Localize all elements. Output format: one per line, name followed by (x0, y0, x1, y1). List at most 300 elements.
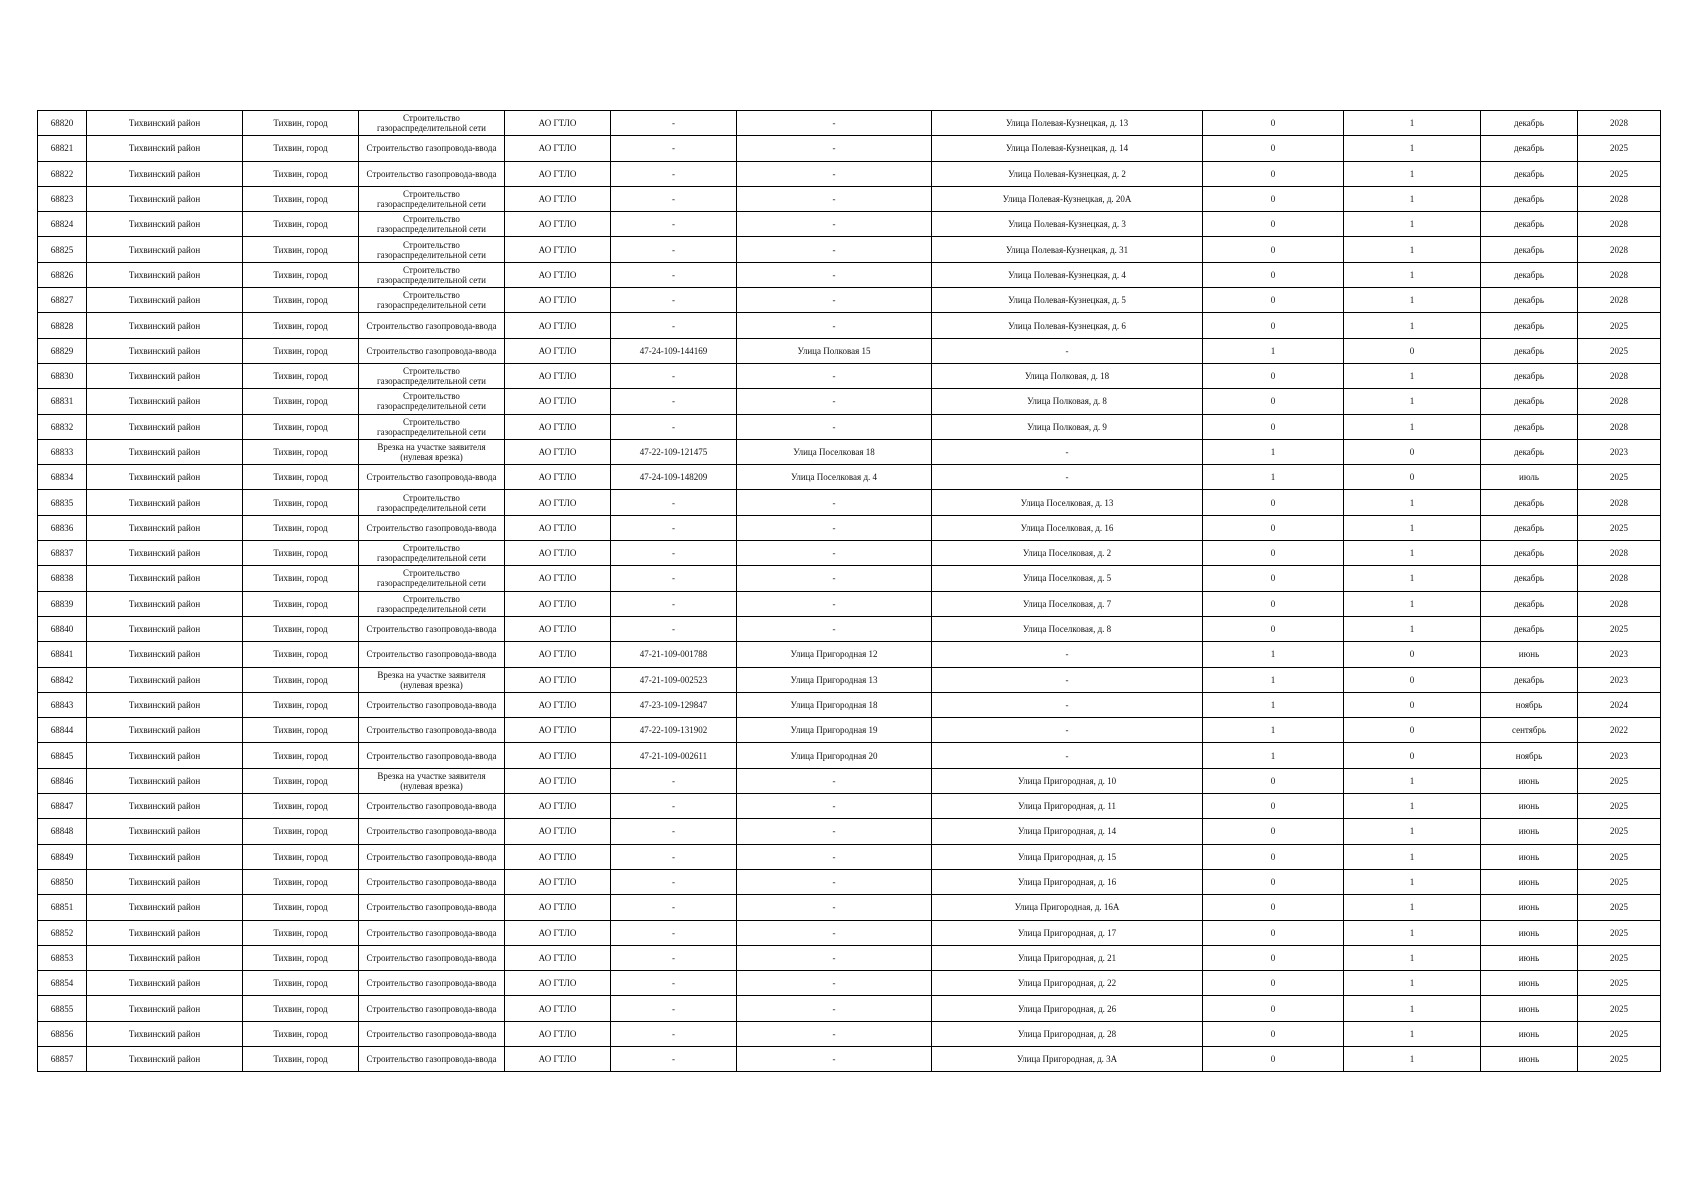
table-row (38, 996, 1661, 1021)
cell-month: июнь (1481, 1021, 1578, 1046)
table-row (38, 136, 1661, 161)
cell-district: Тихвинский район (87, 895, 243, 920)
cell-work-type: Строительство газопровода-ввода (359, 895, 505, 920)
cell-object-address: Улица Пригородная, д. 10 (932, 768, 1203, 793)
cell-organization: АО ГТЛО (505, 768, 611, 793)
cell-application-number: - (611, 819, 737, 844)
cell-month: июнь (1481, 1046, 1578, 1071)
cell-count-b: 1 (1344, 1021, 1481, 1046)
cell-settlement: Тихвин, город (243, 414, 359, 439)
cell-settlement: Тихвин, город (243, 541, 359, 566)
cell-year: 2025 (1578, 996, 1661, 1021)
cell-applicant-address: - (737, 591, 932, 616)
cell-year: 2025 (1578, 313, 1661, 338)
cell-year: 2025 (1578, 1021, 1661, 1046)
table-row (38, 237, 1661, 262)
cell-count-b: 1 (1344, 237, 1481, 262)
cell-count-b: 0 (1344, 692, 1481, 717)
cell-month: декабрь (1481, 111, 1578, 136)
cell-object-address: - (932, 642, 1203, 667)
cell-record-number: 68820 (38, 111, 87, 136)
cell-month: декабрь (1481, 389, 1578, 414)
cell-count-b: 1 (1344, 920, 1481, 945)
cell-applicant-address: - (737, 1021, 932, 1046)
table-row (38, 794, 1661, 819)
cell-count-a: 1 (1203, 465, 1344, 490)
cell-district: Тихвинский район (87, 439, 243, 464)
table-row (38, 718, 1661, 743)
cell-work-type: Строительство газораспределительной сети (359, 186, 505, 211)
cell-record-number: 68841 (38, 642, 87, 667)
cell-month: декабрь (1481, 515, 1578, 540)
cell-object-address: Улица Поселковая, д. 5 (932, 566, 1203, 591)
cell-object-address: - (932, 465, 1203, 490)
cell-application-number: - (611, 288, 737, 313)
cell-month: декабрь (1481, 363, 1578, 388)
cell-count-b: 1 (1344, 262, 1481, 287)
cell-object-address: Улица Поселковая, д. 16 (932, 515, 1203, 540)
cell-organization: АО ГТЛО (505, 389, 611, 414)
cell-count-b: 1 (1344, 186, 1481, 211)
cell-settlement: Тихвин, город (243, 768, 359, 793)
cell-district: Тихвинский район (87, 718, 243, 743)
cell-count-a: 0 (1203, 1046, 1344, 1071)
cell-year: 2025 (1578, 895, 1661, 920)
cell-application-number: - (611, 869, 737, 894)
cell-object-address: Улица Поселковая, д. 8 (932, 616, 1203, 641)
table-row (38, 541, 1661, 566)
cell-work-type: Строительство газораспределительной сети (359, 111, 505, 136)
cell-district: Тихвинский район (87, 945, 243, 970)
cell-month: декабрь (1481, 591, 1578, 616)
cell-application-number: 47-23-109-129847 (611, 692, 737, 717)
cell-object-address: Улица Полевая-Кузнецкая, д. 2 (932, 161, 1203, 186)
cell-organization: АО ГТЛО (505, 541, 611, 566)
cell-count-b: 1 (1344, 996, 1481, 1021)
cell-organization: АО ГТЛО (505, 136, 611, 161)
cell-work-type: Врезка на участке заявителя (нулевая врезка) (359, 439, 505, 464)
cell-year: 2025 (1578, 515, 1661, 540)
cell-record-number: 68835 (38, 490, 87, 515)
cell-count-b: 1 (1344, 616, 1481, 641)
cell-organization: АО ГТЛО (505, 465, 611, 490)
cell-settlement: Тихвин, город (243, 642, 359, 667)
table-row (38, 465, 1661, 490)
cell-application-number: - (611, 971, 737, 996)
table-row (38, 566, 1661, 591)
cell-organization: АО ГТЛО (505, 794, 611, 819)
cell-district: Тихвинский район (87, 313, 243, 338)
table-row (38, 414, 1661, 439)
cell-object-address: Улица Полевая-Кузнецкая, д. 14 (932, 136, 1203, 161)
cell-count-a: 1 (1203, 642, 1344, 667)
cell-application-number: - (611, 136, 737, 161)
cell-count-a: 0 (1203, 819, 1344, 844)
cell-count-b: 1 (1344, 313, 1481, 338)
cell-organization: АО ГТЛО (505, 971, 611, 996)
cell-organization: АО ГТЛО (505, 642, 611, 667)
cell-applicant-address: - (737, 895, 932, 920)
cell-applicant-address: - (737, 566, 932, 591)
cell-month: июнь (1481, 945, 1578, 970)
cell-settlement: Тихвин, город (243, 566, 359, 591)
cell-year: 2025 (1578, 136, 1661, 161)
cell-applicant-address: - (737, 262, 932, 287)
cell-record-number: 68843 (38, 692, 87, 717)
table-row (38, 768, 1661, 793)
cell-count-a: 0 (1203, 186, 1344, 211)
cell-settlement: Тихвин, город (243, 1021, 359, 1046)
cell-month: декабрь (1481, 161, 1578, 186)
cell-application-number: - (611, 212, 737, 237)
cell-application-number: - (611, 616, 737, 641)
cell-district: Тихвинский район (87, 161, 243, 186)
cell-object-address: Улица Полковая, д. 18 (932, 363, 1203, 388)
cell-settlement: Тихвин, город (243, 465, 359, 490)
cell-organization: АО ГТЛО (505, 1021, 611, 1046)
cell-application-number: - (611, 490, 737, 515)
cell-application-number: - (611, 541, 737, 566)
table-row (38, 313, 1661, 338)
table-row (38, 692, 1661, 717)
cell-work-type: Строительство газопровода-ввода (359, 794, 505, 819)
cell-count-a: 0 (1203, 591, 1344, 616)
cell-count-a: 0 (1203, 111, 1344, 136)
cell-work-type: Строительство газопровода-ввода (359, 844, 505, 869)
cell-object-address: Улица Полковая, д. 8 (932, 389, 1203, 414)
cell-year: 2025 (1578, 945, 1661, 970)
cell-count-b: 1 (1344, 869, 1481, 894)
cell-organization: АО ГТЛО (505, 288, 611, 313)
cell-year: 2023 (1578, 642, 1661, 667)
cell-count-a: 0 (1203, 490, 1344, 515)
cell-district: Тихвинский район (87, 692, 243, 717)
cell-object-address: Улица Поселковая, д. 7 (932, 591, 1203, 616)
cell-district: Тихвинский район (87, 616, 243, 641)
cell-applicant-address: - (737, 971, 932, 996)
table-row (38, 971, 1661, 996)
cell-application-number: - (611, 111, 737, 136)
cell-settlement: Тихвин, город (243, 161, 359, 186)
table-row (38, 288, 1661, 313)
cell-settlement: Тихвин, город (243, 111, 359, 136)
cell-object-address: - (932, 667, 1203, 692)
cell-settlement: Тихвин, город (243, 743, 359, 768)
cell-count-b: 0 (1344, 642, 1481, 667)
cell-district: Тихвинский район (87, 490, 243, 515)
cell-organization: АО ГТЛО (505, 819, 611, 844)
cell-count-a: 1 (1203, 439, 1344, 464)
cell-district: Тихвинский район (87, 566, 243, 591)
cell-application-number: 47-22-109-131902 (611, 718, 737, 743)
cell-object-address: Улица Пригородная, д. 3А (932, 1046, 1203, 1071)
cell-work-type: Строительство газопровода-ввода (359, 869, 505, 894)
cell-count-a: 0 (1203, 794, 1344, 819)
cell-year: 2025 (1578, 920, 1661, 945)
cell-applicant-address: Улица Пригородная 18 (737, 692, 932, 717)
cell-organization: АО ГТЛО (505, 313, 611, 338)
cell-record-number: 68844 (38, 718, 87, 743)
cell-district: Тихвинский район (87, 996, 243, 1021)
cell-work-type: Строительство газопровода-ввода (359, 1046, 505, 1071)
table-row (38, 743, 1661, 768)
cell-month: июнь (1481, 844, 1578, 869)
cell-object-address: Улица Полевая-Кузнецкая, д. 5 (932, 288, 1203, 313)
cell-year: 2028 (1578, 111, 1661, 136)
cell-applicant-address: - (737, 515, 932, 540)
cell-organization: АО ГТЛО (505, 895, 611, 920)
cell-object-address: Улица Пригородная, д. 16А (932, 895, 1203, 920)
cell-count-b: 1 (1344, 414, 1481, 439)
cell-count-a: 0 (1203, 288, 1344, 313)
cell-count-b: 1 (1344, 1046, 1481, 1071)
cell-application-number: - (611, 920, 737, 945)
cell-applicant-address: - (737, 186, 932, 211)
cell-organization: АО ГТЛО (505, 591, 611, 616)
cell-district: Тихвинский район (87, 363, 243, 388)
cell-object-address: Улица Пригородная, д. 22 (932, 971, 1203, 996)
cell-district: Тихвинский район (87, 541, 243, 566)
cell-object-address: - (932, 338, 1203, 363)
cell-organization: АО ГТЛО (505, 945, 611, 970)
cell-district: Тихвинский район (87, 920, 243, 945)
cell-object-address: - (932, 692, 1203, 717)
cell-settlement: Тихвин, город (243, 186, 359, 211)
table-row (38, 363, 1661, 388)
cell-work-type: Строительство газораспределительной сети (359, 237, 505, 262)
cell-object-address: Улица Поселковая, д. 2 (932, 541, 1203, 566)
cell-application-number: - (611, 262, 737, 287)
cell-work-type: Строительство газораспределительной сети (359, 288, 505, 313)
cell-record-number: 68825 (38, 237, 87, 262)
cell-record-number: 68853 (38, 945, 87, 970)
cell-district: Тихвинский район (87, 186, 243, 211)
cell-applicant-address: - (737, 541, 932, 566)
cell-organization: АО ГТЛО (505, 262, 611, 287)
cell-count-a: 0 (1203, 161, 1344, 186)
table-row (38, 819, 1661, 844)
cell-record-number: 68838 (38, 566, 87, 591)
cell-settlement: Тихвин, город (243, 338, 359, 363)
cell-record-number: 68831 (38, 389, 87, 414)
cell-object-address: - (932, 718, 1203, 743)
cell-object-address: Улица Полевая-Кузнецкая, д. 20А (932, 186, 1203, 211)
cell-applicant-address: Улица Пригородная 20 (737, 743, 932, 768)
cell-application-number: - (611, 591, 737, 616)
cell-work-type: Строительство газопровода-ввода (359, 515, 505, 540)
cell-count-a: 0 (1203, 895, 1344, 920)
cell-record-number: 68847 (38, 794, 87, 819)
cell-count-b: 1 (1344, 819, 1481, 844)
cell-object-address: Улица Пригородная, д. 26 (932, 996, 1203, 1021)
cell-record-number: 68821 (38, 136, 87, 161)
cell-month: декабрь (1481, 136, 1578, 161)
cell-work-type: Строительство газопровода-ввода (359, 996, 505, 1021)
cell-count-b: 1 (1344, 389, 1481, 414)
cell-organization: АО ГТЛО (505, 161, 611, 186)
cell-applicant-address: - (737, 212, 932, 237)
cell-organization: АО ГТЛО (505, 844, 611, 869)
cell-object-address: Улица Пригородная, д. 11 (932, 794, 1203, 819)
cell-organization: АО ГТЛО (505, 111, 611, 136)
cell-count-b: 1 (1344, 111, 1481, 136)
table-row (38, 895, 1661, 920)
cell-count-b: 1 (1344, 490, 1481, 515)
cell-work-type: Врезка на участке заявителя (нулевая врезка) (359, 667, 505, 692)
cell-application-number: - (611, 363, 737, 388)
cell-settlement: Тихвин, город (243, 288, 359, 313)
cell-district: Тихвинский район (87, 262, 243, 287)
cell-object-address: Улица Полевая-Кузнецкая, д. 3 (932, 212, 1203, 237)
cell-organization: АО ГТЛО (505, 566, 611, 591)
table-row (38, 920, 1661, 945)
cell-application-number: - (611, 566, 737, 591)
table-row (38, 667, 1661, 692)
cell-month: декабрь (1481, 338, 1578, 363)
cell-organization: АО ГТЛО (505, 186, 611, 211)
cell-count-a: 0 (1203, 869, 1344, 894)
cell-district: Тихвинский район (87, 237, 243, 262)
cell-applicant-address: - (737, 819, 932, 844)
cell-settlement: Тихвин, город (243, 136, 359, 161)
cell-work-type: Строительство газопровода-ввода (359, 616, 505, 641)
cell-count-b: 0 (1344, 667, 1481, 692)
cell-settlement: Тихвин, город (243, 616, 359, 641)
cell-application-number: 47-24-109-144169 (611, 338, 737, 363)
cell-year: 2025 (1578, 819, 1661, 844)
cell-month: декабрь (1481, 288, 1578, 313)
cell-applicant-address: - (737, 161, 932, 186)
cell-record-number: 68857 (38, 1046, 87, 1071)
cell-year: 2024 (1578, 692, 1661, 717)
cell-work-type: Строительство газопровода-ввода (359, 642, 505, 667)
cell-year: 2025 (1578, 768, 1661, 793)
cell-applicant-address: - (737, 1046, 932, 1071)
cell-month: июнь (1481, 794, 1578, 819)
cell-year: 2025 (1578, 338, 1661, 363)
cell-count-b: 0 (1344, 743, 1481, 768)
table-row (38, 945, 1661, 970)
cell-applicant-address: - (737, 794, 932, 819)
table-row (38, 262, 1661, 287)
cell-settlement: Тихвин, город (243, 718, 359, 743)
cell-count-b: 1 (1344, 844, 1481, 869)
cell-application-number: - (611, 186, 737, 211)
table-row (38, 642, 1661, 667)
cell-settlement: Тихвин, город (243, 591, 359, 616)
cell-record-number: 68846 (38, 768, 87, 793)
cell-count-a: 0 (1203, 414, 1344, 439)
cell-count-b: 1 (1344, 768, 1481, 793)
cell-work-type: Строительство газораспределительной сети (359, 389, 505, 414)
cell-record-number: 68824 (38, 212, 87, 237)
cell-district: Тихвинский район (87, 794, 243, 819)
cell-year: 2028 (1578, 389, 1661, 414)
cell-count-a: 0 (1203, 313, 1344, 338)
cell-applicant-address: - (737, 313, 932, 338)
cell-settlement: Тихвин, город (243, 819, 359, 844)
cell-application-number: 47-22-109-121475 (611, 439, 737, 464)
table-row (38, 515, 1661, 540)
cell-application-number: - (611, 945, 737, 970)
cell-applicant-address: - (737, 414, 932, 439)
cell-work-type: Строительство газопровода-ввода (359, 1021, 505, 1046)
cell-count-a: 0 (1203, 515, 1344, 540)
cell-month: июнь (1481, 920, 1578, 945)
cell-application-number: - (611, 414, 737, 439)
cell-district: Тихвинский район (87, 1046, 243, 1071)
cell-settlement: Тихвин, город (243, 692, 359, 717)
cell-year: 2025 (1578, 794, 1661, 819)
cell-district: Тихвинский район (87, 288, 243, 313)
cell-work-type: Строительство газопровода-ввода (359, 338, 505, 363)
cell-record-number: 68837 (38, 541, 87, 566)
cell-record-number: 68830 (38, 363, 87, 388)
cell-settlement: Тихвин, город (243, 439, 359, 464)
cell-count-b: 1 (1344, 895, 1481, 920)
cell-organization: АО ГТЛО (505, 515, 611, 540)
cell-year: 2025 (1578, 1046, 1661, 1071)
cell-organization: АО ГТЛО (505, 692, 611, 717)
cell-record-number: 68827 (38, 288, 87, 313)
cell-work-type: Строительство газопровода-ввода (359, 718, 505, 743)
cell-applicant-address: - (737, 389, 932, 414)
cell-applicant-address: - (737, 945, 932, 970)
cell-district: Тихвинский район (87, 819, 243, 844)
cell-record-number: 68850 (38, 869, 87, 894)
cell-district: Тихвинский район (87, 389, 243, 414)
cell-settlement: Тихвин, город (243, 667, 359, 692)
cell-count-a: 0 (1203, 971, 1344, 996)
cell-year: 2023 (1578, 743, 1661, 768)
cell-month: декабрь (1481, 262, 1578, 287)
table-body (38, 111, 1661, 1072)
cell-work-type: Строительство газораспределительной сети (359, 591, 505, 616)
cell-work-type: Строительство газораспределительной сети (359, 363, 505, 388)
cell-count-b: 1 (1344, 136, 1481, 161)
table-row (38, 186, 1661, 211)
cell-organization: АО ГТЛО (505, 237, 611, 262)
cell-applicant-address: Улица Полковая 15 (737, 338, 932, 363)
cell-year: 2028 (1578, 566, 1661, 591)
table-row (38, 591, 1661, 616)
cell-record-number: 68845 (38, 743, 87, 768)
cell-settlement: Тихвин, город (243, 490, 359, 515)
cell-object-address: Улица Пригородная, д. 15 (932, 844, 1203, 869)
cell-object-address: Улица Полковая, д. 9 (932, 414, 1203, 439)
cell-count-a: 1 (1203, 692, 1344, 717)
cell-work-type: Строительство газораспределительной сети (359, 541, 505, 566)
cell-count-b: 1 (1344, 971, 1481, 996)
cell-year: 2025 (1578, 971, 1661, 996)
cell-record-number: 68832 (38, 414, 87, 439)
cell-applicant-address: - (737, 237, 932, 262)
cell-year: 2028 (1578, 186, 1661, 211)
cell-organization: АО ГТЛО (505, 338, 611, 363)
cell-work-type: Строительство газопровода-ввода (359, 945, 505, 970)
cell-year: 2023 (1578, 439, 1661, 464)
cell-application-number: - (611, 161, 737, 186)
cell-settlement: Тихвин, город (243, 262, 359, 287)
cell-month: ноябрь (1481, 692, 1578, 717)
table-row (38, 111, 1661, 136)
cell-application-number: - (611, 996, 737, 1021)
cell-district: Тихвинский район (87, 465, 243, 490)
cell-work-type: Строительство газораспределительной сети (359, 212, 505, 237)
cell-year: 2028 (1578, 363, 1661, 388)
cell-work-type: Строительство газопровода-ввода (359, 465, 505, 490)
cell-object-address: Улица Полевая-Кузнецкая, д. 6 (932, 313, 1203, 338)
